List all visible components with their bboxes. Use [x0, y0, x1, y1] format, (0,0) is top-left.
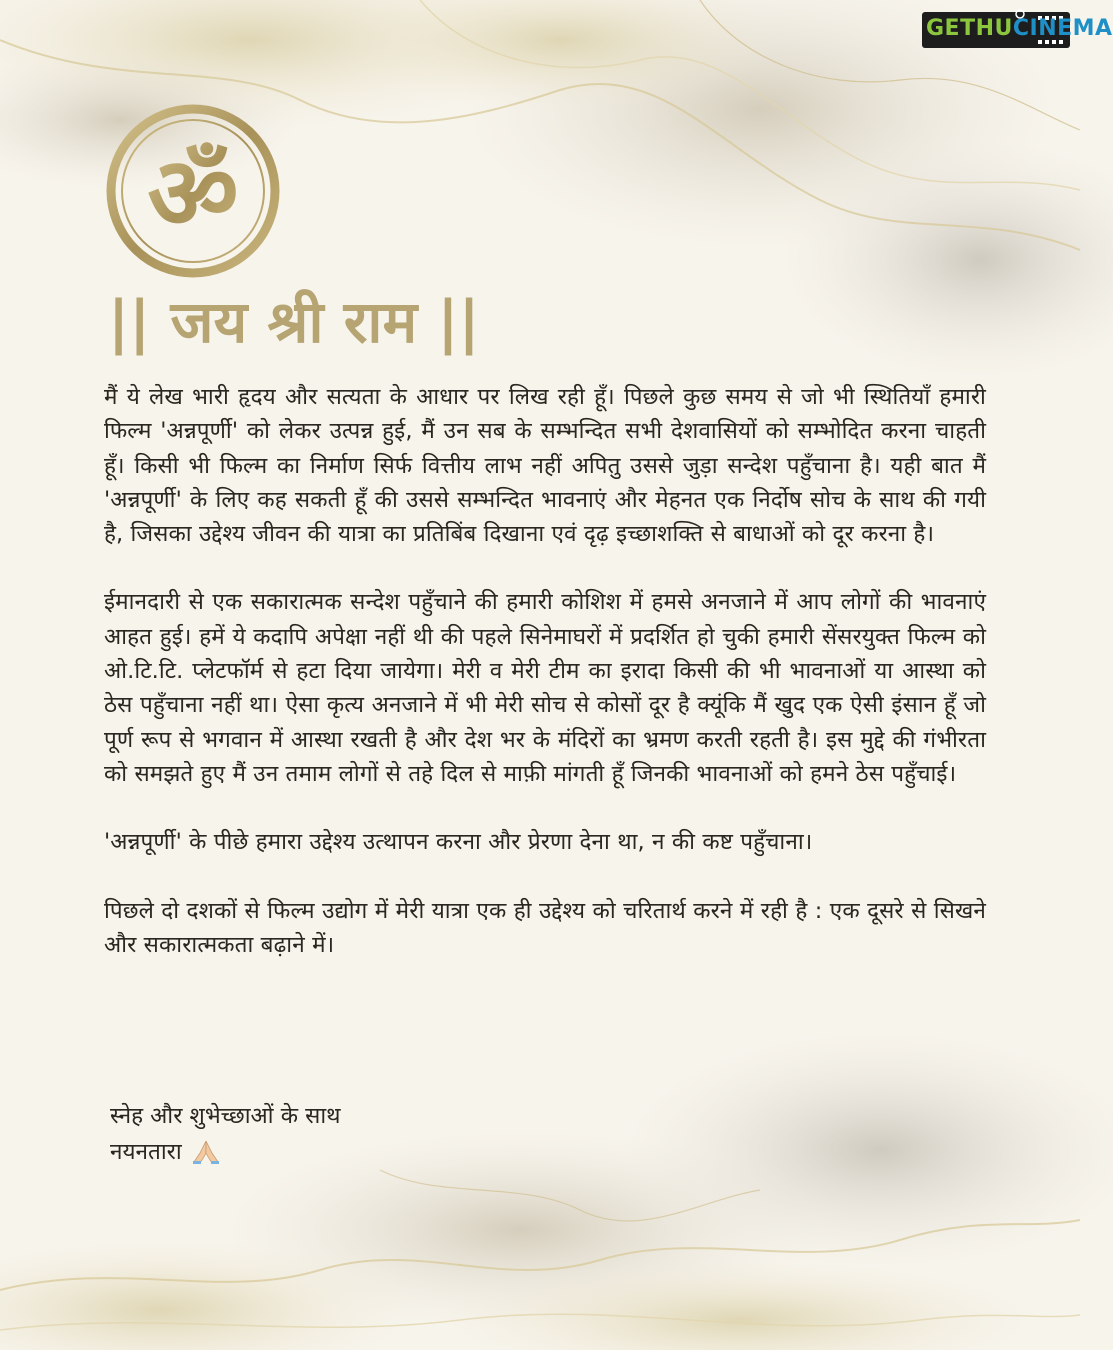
watermark-logo — [920, 8, 1113, 52]
signoff — [110, 1098, 341, 1170]
watermark-part1: GETHU — [926, 16, 1013, 41]
watermark-text — [926, 16, 1113, 42]
signoff-name-row — [110, 1134, 341, 1170]
paragraph-2: ईमानदारी से एक सकारात्मक सन्देश पहुँचाने की हमारी कोशिश में हमसे अनजाने में आप लोगों की भावनाएं आहत हुई। हमें ये कदापि अपेक्षा नहीं थी की पहले सिनेमाघरों में प्रदर्शित हो चुकी हमारी सेंसरयुक्त फिल्म को ओ.टि.टि. प्लेटफॉर्म से हटा दिया जायेगा। मेरी व मेरी टीम का इरादा किसी की भी भावनाओं या आस्था को ठेस पहुँचाना नहीं था। ऐसा कृत्य अनजाने में भी मेरी सोच से कोसों दूर है क्यूंकि मैं खुद एक ऐसी इंसान हूँ जो पूर्ण रूप से भगवान में आस्था रखती है और देश भर के मंदिरों का भ्रमण करती रहती है। इस मुद्दे की गंभीरता को समझते हुए मैं उन तमाम लोगों से तहे दिल से माफ़ी मांगती हूँ जिनकी भावनाओं को हमने ठेस पहुँचाई। — [104, 589, 986, 787]
watermark-part2: CINEMA — [1012, 16, 1113, 41]
letter-body — [104, 380, 986, 996]
paragraph-3: 'अन्नपूर्णी' के पीछे हमारा उद्देश्य उत्थापन करना और प्रेरणा देना था, न की कष्ट पहुँचाना। — [104, 829, 813, 856]
page-title: || जय श्री राम || — [108, 288, 480, 356]
om-icon — [106, 104, 280, 278]
signoff-line: स्नेह और शुभेच्छाओं के साथ — [110, 1103, 341, 1129]
paragraph-4: पिछले दो दशकों से फिल्म उद्योग में मेरी यात्रा एक ही उद्देश्य को चरितार्थ करने में रही है : एक दूसरे से सिखने और सकारात्मकता बढ़ाने में। — [104, 897, 986, 958]
folded-hands-icon — [190, 1139, 222, 1165]
svg-text:ॐ: ॐ — [147, 135, 239, 252]
signoff-name: नयनतारा — [110, 1139, 182, 1165]
paragraph-1: मैं ये लेख भारी हृदय और सत्यता के आधार पर लिख रही हूँ। पिछले कुछ समय से जो भी स्थितियाँ हमारी फिल्म 'अन्नपूर्णी' को लेकर उत्पन्न हुई, मैं उन सब के सम्भन्दित सभी देशवासियों को सम्भोदित करना चाहती हूँ। किसी भी फिल्म का निर्माण सिर्फ वित्तीय लाभ नहीं अपितु उससे जुड़ा सन्देश पहुँचाना है। यही बात मैं 'अन्नपूर्णी' के लिए कह सकती हूँ की उससे सम्भन्दित भावनाएं और मेहनत एक निर्दोष सोच के साथ की गयी है, जिसका उद्देश्य जीवन की यात्रा का प्रतिबिंब दिखाना एवं दृढ़ इच्छाशक्ति से बाधाओं को दूर करना है। — [104, 384, 986, 548]
